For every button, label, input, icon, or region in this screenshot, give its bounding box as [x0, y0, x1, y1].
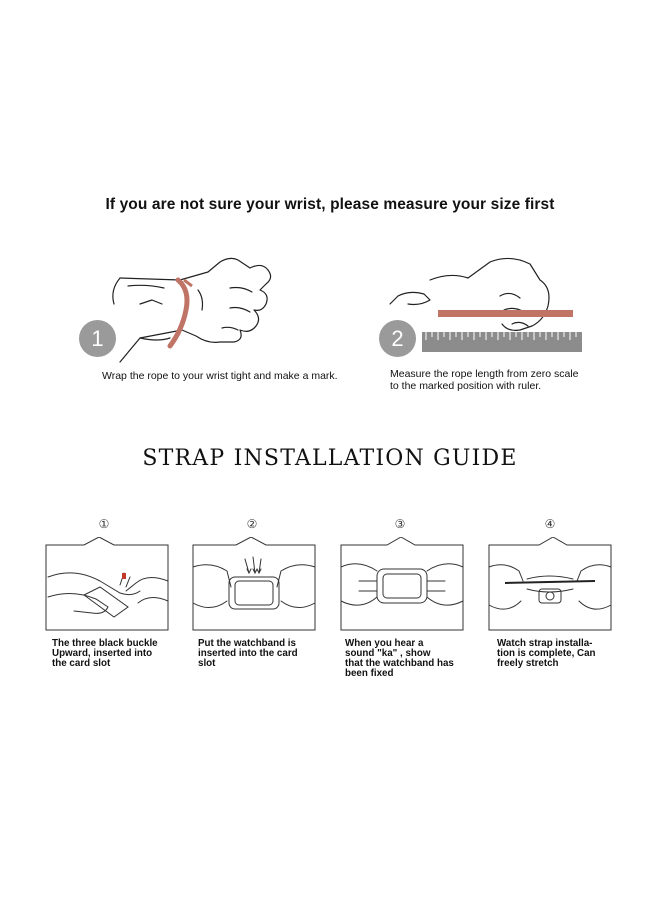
- step-1-badge: 1: [79, 320, 116, 357]
- install-step-4-number: ④: [544, 517, 556, 531]
- install-step-2-number: ②: [246, 517, 258, 531]
- install-step-4-text: Watch strap installa- tion is complete, Can freely stretch: [497, 638, 596, 669]
- ruler: [422, 332, 582, 352]
- install-step-3-illustration: [339, 537, 465, 632]
- rope-band: [170, 280, 187, 346]
- install-step-2-text: Put the watchband is inserted into the card slot: [198, 638, 298, 669]
- install-title: STRAP INSTALLATION GUIDE: [142, 446, 518, 471]
- install-step-1-text: The three black buckle Upward, inserted into the card slot: [52, 638, 158, 669]
- install-step-1-number: ①: [98, 517, 110, 531]
- measure-title: If you are not sure your wrist, please measure your size first: [105, 196, 555, 213]
- install-step-1-illustration: [44, 537, 170, 632]
- install-step-3-number: ③: [394, 517, 406, 531]
- step-2-badge: 2: [379, 320, 416, 357]
- step-2-caption: Measure the rope length from zero scale to the marked position with ruler.: [390, 368, 579, 392]
- install-step-3-text: When you hear a sound "ka" , show that the watchband has been fixed: [345, 638, 454, 679]
- rope-strip: [438, 310, 573, 317]
- install-step-4-illustration: [487, 537, 613, 632]
- install-step-2-illustration: [191, 537, 317, 632]
- step-1-caption: Wrap the rope to your wrist tight and make a mark.: [102, 370, 338, 382]
